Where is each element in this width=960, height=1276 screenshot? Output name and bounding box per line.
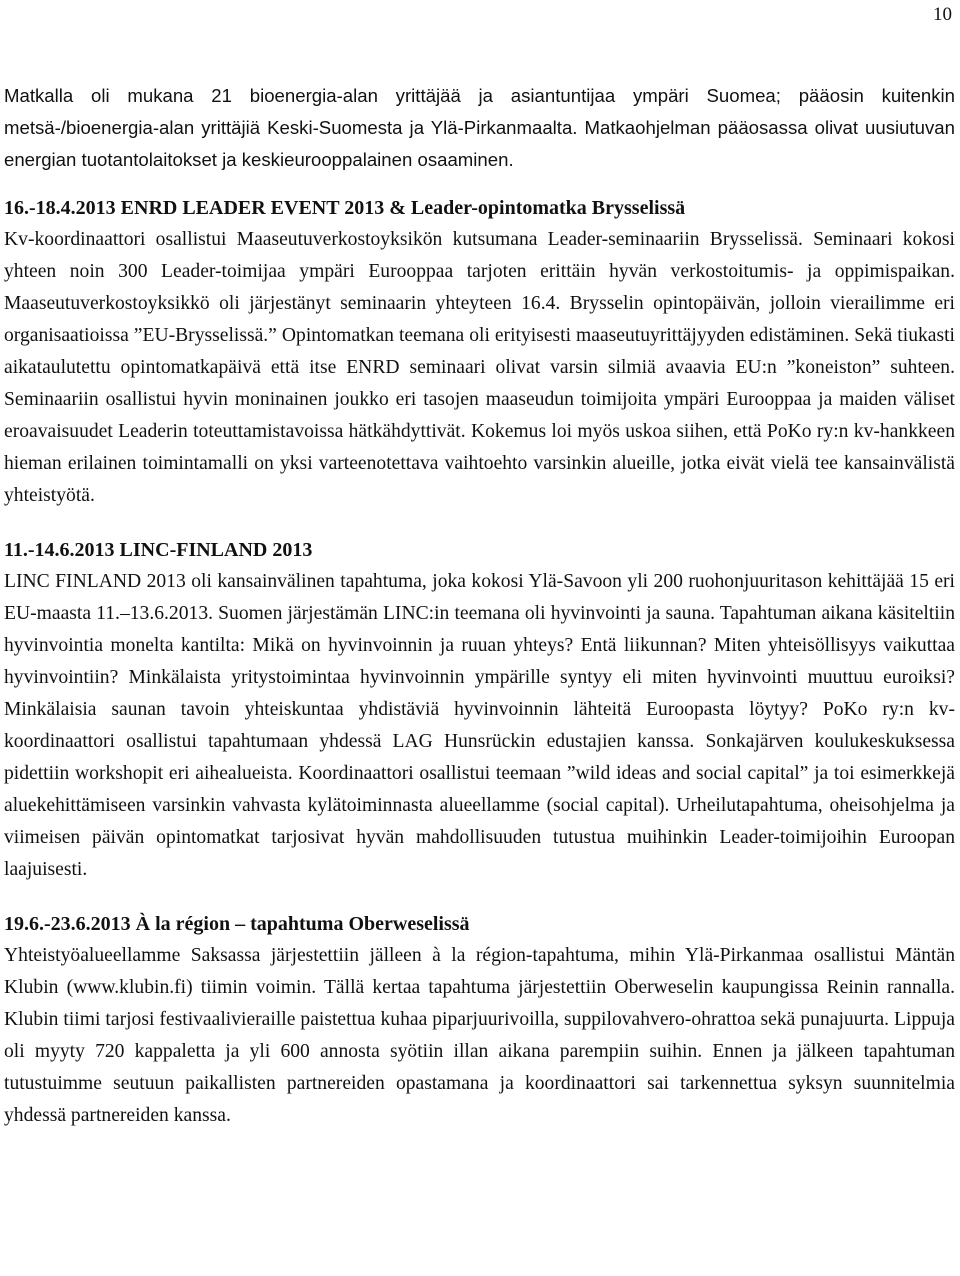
- section-heading: 19.6.-23.6.2013 À la région – tapahtuma Oberweselissä: [4, 913, 470, 935]
- section-heading: 16.-18.4.2013 ENRD LEADER EVENT 2013 & Leader-opintomatka Brysselissä: [4, 197, 686, 219]
- page-number: 10: [933, 4, 952, 25]
- section-a-la-region: [4, 908, 955, 1132]
- section-heading: 11.-14.6.2013 LINC-FINLAND 2013: [4, 539, 313, 561]
- section-paragraph: Yhteistyöalueellamme Saksassa järjestettiin jälleen à la région-tapahtuma, mihin Ylä-Pirkanmaa osallistui Mäntän Klubin (www.klubin.fi) tiimin voimin. Tällä kertaa tapahtuma järjestettiin Oberweselin kaupungissa Reinin rannalla. Klubin tiimi tarjosi festivaalivieraille paistettua kuhaa piparjuurivoilla, suppilovahvero-ohrattoa sekä punajuurta. Lippuja oli myyty 720 kappaletta ja yli 600 annosta syötiin illan aikana parempiin suihin. Ennen ja jälkeen tapahtuman tutustuimme seutuun paikallisten partnereiden opastamana ja koordinaattori sai tarkennettua syksyn suunnitelmia yhdessä partnereiden kanssa.: [4, 945, 955, 1126]
- document-body: [4, 80, 955, 1154]
- section-paragraph: Kv-koordinaattori osallistui Maaseutuverkostoyksikön kutsumana Leader-seminaariin Brysselissä. Seminaari kokosi yhteen noin 300 Leader-toimijaa ympäri Eurooppaa tarjoten erittäin hyvän verkostoitumis- ja oppimispaikan. Maaseutuverkostoyksikkö oli järjestänyt seminaarin yhteyteen 16.4. Brysselin opintopäivän, jolloin vierailimme eri organisaatioissa ”EU-Brysselissä.” Opintomatkan teemana oli erityisesti maaseutuyrittäjyyden edistäminen. Sekä tiukasti aikataulutettu opintomatkapäivä että itse ENRD seminaari olivat varsin silmiä avaavia EU:n ”koneiston” suhteen. Seminaariin osallistui hyvin moninainen joukko eri tasojen maaseudun toimijoita ympäri Eurooppaa ja maiden väliset eroavaisuudet Leaderin toteuttamistavoissa hätkähdyttivät. Kokemus loi myös uskoa siihen, että PoKo ry:n kv-hankkeen hieman erilainen toimintamalli on yksi varteenotettava vaihtoehto varsinkin alueille, jotka eivät vielä tee kansainvälistä yhteistyötä.: [4, 229, 955, 506]
- intro-paragraph: Matkalla oli mukana 21 bioenergia-alan yrittäjää ja asiantuntijaa ympäri Suomea; pääosin kuitenkin metsä-/bioenergia-alan yrittäjiä Keski-Suomesta ja Ylä-Pirkanmaalta. Matkaohjelman pääosassa olivat uusiutuvan energian tuotantolaitokset ja keskieurooppalainen osaaminen.: [4, 85, 955, 170]
- section-enrd-leader-event: [4, 192, 955, 512]
- section-linc-finland: [4, 534, 955, 886]
- section-paragraph: LINC FINLAND 2013 oli kansainvälinen tapahtuma, joka kokosi Ylä-Savoon yli 200 ruohonjuuritason kehittäjää 15 eri EU-maasta 11.–13.6.2013. Suomen järjestämän LINC:in teemana oli hyvinvointi ja sauna. Tapahtuman aikana käsiteltiin hyvinvointia monelta kantilta: Mikä on hyvinvoinnin ja ruuan yhteys? Entä liikunnan? Miten yhteisöllisyys vaikuttaa hyvinvointiin? Minkälaista yritystoimintaa hyvinvoinnin ympärille syntyy eli miten hyvinvointi muuttuu euroiksi? Minkälaisia saunan tavoin yhteiskuntaa yhdistäviä hyvinvoinnin lähteitä Euroopasta löytyy? PoKo ry:n kv-koordinaattori osallistui tapahtumaan yhdessä LAG Hunsrückin edustajien kanssa. Sonkajärven koulukeskuksessa pidettiin workshopit eri aihealueista. Koordinaattori osallistui teemaan ”wild ideas and social capital” ja toi esimerkkejä aluekehittämiseen varsinkin vahvasta kylätoiminnasta alueellamme (social capital). Urheilutapahtuma, oheisohjelma ja viimeisen päivän opintomatkat tarjosivat hyvän mahdollisuuden tutustua muihinkin Leader-toimijoihin Euroopan laajuisesti.: [4, 571, 955, 880]
